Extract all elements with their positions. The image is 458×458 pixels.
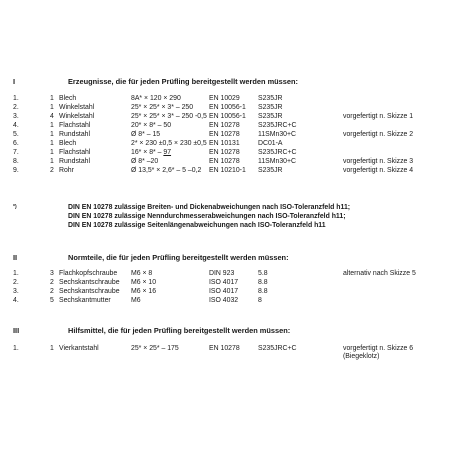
row-dimension-base: 16* × 8* –: [131, 149, 164, 156]
table-row: [0, 278, 458, 287]
row-name: Rohr: [59, 167, 74, 174]
row-norm: ISO 4017: [209, 279, 239, 286]
row-note: vorgefertigt n. Skizze 2: [343, 131, 414, 138]
row-material: S235JR: [258, 167, 283, 174]
section-3-number: III: [13, 326, 20, 335]
row-pos: 1.: [13, 95, 19, 102]
row-material: 8.8: [258, 279, 268, 286]
table-row: [0, 94, 458, 103]
row-norm: DIN 923: [209, 270, 235, 277]
row-norm: EN 10210-1: [209, 167, 246, 174]
row-note: vorgefertigt n. Skizze 6: [343, 345, 414, 352]
row-name: Sechskantmutter: [59, 297, 111, 304]
row-material: S235JRC+C: [258, 345, 297, 352]
row-name: Flachkopfschraube: [59, 270, 118, 277]
row-material: S235JR: [258, 95, 283, 102]
row-norm: EN 10029: [209, 95, 240, 102]
footnote-line: DIN EN 10278 zulässige Nenndurchmesserabweichungen nach ISO-Toleranzfeld h11;: [68, 213, 346, 220]
row-note: vorgefertigt n. Skizze 4: [343, 167, 414, 174]
row-name: Sechskantschraube: [59, 288, 120, 295]
row-pos: 8.: [13, 158, 19, 165]
row-norm: EN 10278: [209, 149, 240, 156]
row-dimension: M6 × 10: [131, 279, 157, 286]
table-row: [0, 103, 458, 112]
row-qty: 1: [50, 131, 54, 138]
row-name: Winkelstahl: [59, 104, 95, 111]
row-name: Rundstahl: [59, 131, 91, 138]
row-dimension: 25* × 25* – 175: [131, 345, 179, 352]
row-name: Sechskantschraube: [59, 279, 120, 286]
row-pos: 3.: [13, 113, 19, 120]
row-material: 11SMn30+C: [258, 158, 296, 165]
row-norm: EN 10056-1: [209, 113, 246, 120]
section-2-title: Normteile, die für jeden Prüfling bereitgestellt werden müssen:: [68, 253, 289, 262]
row-name: Winkelstahl: [59, 113, 95, 120]
row-name: Flachstahl: [59, 149, 91, 156]
row-qty: 1: [50, 149, 54, 156]
row-qty: 1: [50, 140, 54, 147]
row-dimension: 8A* × 120 × 290: [131, 95, 181, 102]
row-material: S235JRC+C: [258, 149, 297, 156]
row-dimension: Ø 13,5* × 2,6* – 5 –0,2: [131, 167, 202, 174]
section-1-number: I: [13, 77, 16, 86]
row-qty: 3: [50, 270, 54, 277]
row-pos: 3.: [13, 288, 19, 295]
row-dimension: M6 × 16: [131, 288, 157, 295]
row-dimension: M6 × 8: [131, 270, 153, 277]
row-dimension-underlined: 97: [163, 149, 172, 156]
row-qty: 5: [50, 297, 54, 304]
row-pos: 2.: [13, 104, 19, 111]
row-qty: 2: [50, 288, 54, 295]
table-row: [0, 121, 458, 130]
row-material: S235JR: [258, 113, 283, 120]
row-norm: EN 10131: [209, 140, 240, 147]
row-pos: 6.: [13, 140, 19, 147]
footnote-line: DIN EN 10278 zulässige Seitenlängenabweichungen nach ISO-Toleranzfeld h11: [68, 222, 326, 229]
table-row: [0, 139, 458, 148]
row-pos: 5.: [13, 131, 19, 138]
row-material: 8: [258, 297, 262, 304]
row-norm: EN 10056-1: [209, 104, 246, 111]
table-row: [0, 112, 458, 121]
row-qty: 1: [50, 95, 54, 102]
row-pos: 1.: [13, 270, 19, 277]
table-row: [0, 287, 458, 296]
table-row: [0, 130, 458, 139]
table-row: [0, 166, 458, 175]
row-note-continuation: (Biegeklotz): [343, 353, 380, 360]
row-material: S235JRC+C: [258, 122, 297, 129]
row-note: alternativ nach Skizze 5: [343, 270, 416, 277]
footnote-mark: *): [13, 204, 17, 210]
table-row: [0, 157, 458, 166]
row-pos: 1.: [13, 345, 19, 352]
row-norm: EN 10278: [209, 158, 240, 165]
row-dimension: 25* × 25* × 3* – 250: [131, 104, 194, 111]
section-1-title: Erzeugnisse, die für jeden Prüfling bereitgestellt werden müssen:: [68, 77, 298, 86]
table-row: [0, 269, 458, 278]
row-norm: ISO 4032: [209, 297, 239, 304]
row-name: Rundstahl: [59, 158, 91, 165]
footnote-line: DIN EN 10278 zulässige Breiten- und Dickenabweichungen nach ISO-Toleranzfeld h11;: [68, 204, 351, 211]
row-norm: EN 10278: [209, 122, 240, 129]
row-qty: 2: [50, 167, 54, 174]
row-dimension: [131, 148, 171, 157]
row-dimension: Ø 8* – 15: [131, 131, 161, 138]
table-row: [0, 344, 458, 353]
row-norm: ISO 4017: [209, 288, 239, 295]
row-qty: 2: [50, 279, 54, 286]
row-dimension: 2* × 230 ±0,5 × 230 ±0,5: [131, 140, 207, 147]
table-row: [0, 148, 458, 157]
row-note: vorgefertigt n. Skizze 1: [343, 113, 414, 120]
row-qty: 1: [50, 345, 54, 352]
row-material: 11SMn30+C: [258, 131, 296, 138]
row-name: Blech: [59, 140, 77, 147]
table-row: [0, 296, 458, 305]
row-pos: 4.: [13, 122, 19, 129]
row-qty: 1: [50, 104, 54, 111]
row-dimension: M6: [131, 297, 141, 304]
section-3-title: Hilfsmittel, die für jeden Prüfling bereitgestellt werden müssen:: [68, 326, 291, 335]
row-note: vorgefertigt n. Skizze 3: [343, 158, 414, 165]
row-material: DC01-A: [258, 140, 283, 147]
row-dimension: Ø 8* –20: [131, 158, 159, 165]
row-pos: 7.: [13, 149, 19, 156]
row-qty: 4: [50, 113, 54, 120]
row-dimension: 20* × 8* – 50: [131, 122, 172, 129]
section-2-number: II: [13, 253, 18, 262]
row-material: S235JR: [258, 104, 283, 111]
row-dimension: 25* × 25* × 3* – 250 -0,5: [131, 113, 207, 120]
row-pos: 4.: [13, 297, 19, 304]
row-material: 8.8: [258, 288, 268, 295]
row-material: 5.8: [258, 270, 268, 277]
row-qty: 1: [50, 158, 54, 165]
row-name: Flachstahl: [59, 122, 91, 129]
row-norm: EN 10278: [209, 131, 240, 138]
row-name: Vierkantstahl: [59, 345, 99, 352]
row-name: Blech: [59, 95, 77, 102]
row-pos: 2.: [13, 279, 19, 286]
row-norm: EN 10278: [209, 345, 240, 352]
row-pos: 9.: [13, 167, 19, 174]
row-qty: 1: [50, 122, 54, 129]
